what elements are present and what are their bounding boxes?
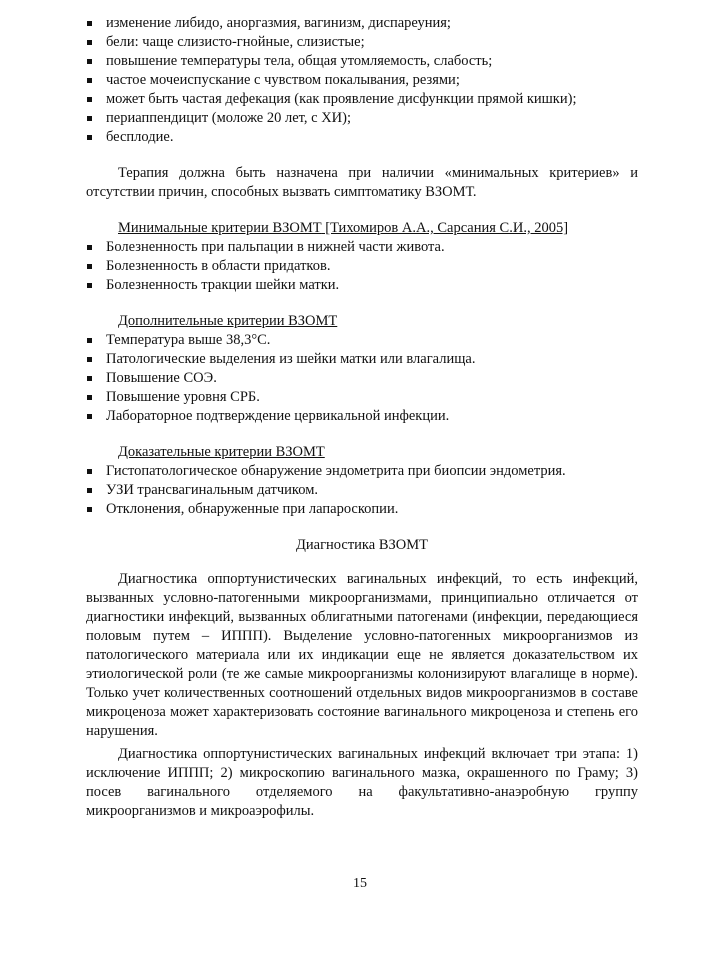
list-item: Отклонения, обнаруженные при лапароскопии.	[86, 500, 638, 519]
list-item: Повышение уровня СРБ.	[86, 388, 638, 407]
list-item: бели: чаще слизисто-гнойные, слизистые;	[86, 33, 638, 52]
additional-criteria-list	[86, 331, 638, 426]
page-content	[86, 14, 638, 821]
list-item: Лабораторное подтверждение цервикальной инфекции.	[86, 407, 638, 426]
evidence-criteria-heading: Доказательные критерии ВЗОМТ	[118, 444, 325, 460]
diagnostics-paragraph: Диагностика оппортунистических вагинальных инфекций включает три этапа: 1) исключение ИППП; 2) микроскопию вагинального мазка, окрашенного по Граму; 3) посев вагинального отделяемого на факультативно-анаэробную группу микроорганизмов и микроаэрофилы.	[86, 746, 638, 819]
list-item: Болезненность тракции шейки матки.	[86, 276, 638, 295]
list-item: Болезненность в области придатков.	[86, 257, 638, 276]
list-item: может быть частая дефекация (как проявление дисфункции прямой кишки);	[86, 90, 638, 109]
list-item: Температура выше 38,3°С.	[86, 331, 638, 350]
list-item: Патологические выделения из шейки матки или влагалища.	[86, 350, 638, 369]
list-item: бесплодие.	[86, 128, 638, 147]
list-item: УЗИ трансвагинальным датчиком.	[86, 481, 638, 500]
evidence-criteria-list	[86, 462, 638, 519]
diagnostics-paragraph: Диагностика оппортунистических вагинальных инфекций, то есть инфекций, вызванных условно-патогенными микроорганизмами, принципиально отличается от диагностики инфекций, вызванных облигатными патогенами (инфекции, передающиеся половым путем – ИППП). Выделение условно-патогенных микроорганизмов из патологического материала или их индикации еще не является доказательством их этиологической роли (те же самые микроорганизмы колонизируют влагалище в норме). Только учет количественных соотношений отдельных видов микроорганизмов в составе микроценоза может характеризовать состояние вагинального микроценоза и степень его нарушения.	[86, 571, 638, 739]
minimal-criteria-citation: [Тихомиров А.А., Сарсания С.И., 2005]	[321, 220, 569, 236]
list-item: Болезненность при пальпации в нижней части живота.	[86, 238, 638, 257]
minimal-criteria-list	[86, 238, 638, 295]
additional-criteria-heading: Дополнительные критерии ВЗОМТ	[118, 313, 338, 329]
list-item: Гистопатологическое обнаружение эндометрита при биопсии эндометрия.	[86, 462, 638, 481]
page-number: 15	[353, 876, 367, 891]
minimal-criteria-heading	[86, 219, 638, 238]
therapy-paragraph: Терапия должна быть назначена при наличии «минимальных критериев» и отсутствии причин, способных вызвать симптоматику ВЗОМТ.	[86, 165, 638, 200]
list-item: повышение температуры тела, общая утомляемость, слабость;	[86, 52, 638, 71]
symptoms-list	[86, 14, 638, 147]
list-item: частое мочеиспускание с чувством покалывания, резями;	[86, 71, 638, 90]
list-item: периаппендицит (моложе 20 лет, с ХИ);	[86, 109, 638, 128]
diagnostics-title: Диагностика ВЗОМТ	[296, 537, 428, 553]
minimal-criteria-title: Минимальные критерии ВЗОМТ	[118, 220, 322, 236]
list-item: Повышение СОЭ.	[86, 369, 638, 388]
list-item: изменение либидо, аноргазмия, вагинизм, диспареуния;	[86, 14, 638, 33]
